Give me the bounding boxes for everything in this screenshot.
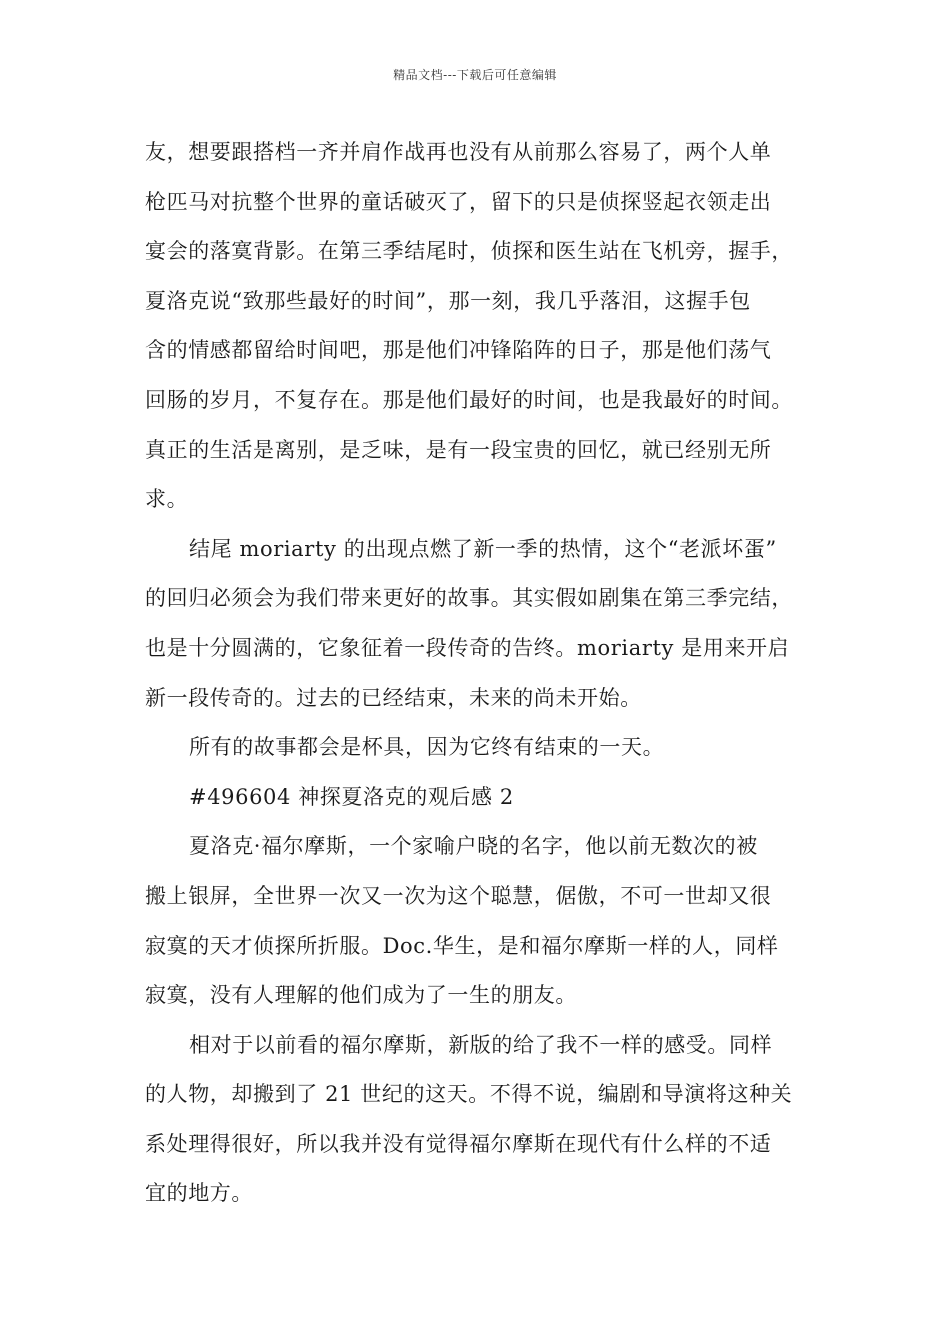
text-line: 友，想要跟搭档一齐并肩作战再也没有从前那么容易了，两个人单 bbox=[145, 140, 772, 164]
text-line: 所有的故事都会是杯具，因为它终有结束的一天。 bbox=[189, 735, 665, 760]
text-line: 夏洛克说“致那些最好的时间”，那一刻，我几乎落泪，这握手包 bbox=[145, 288, 751, 313]
text-line: 含的情感都留给时间吧，那是他们冲锋陷阵的日子，那是他们荡气 bbox=[145, 338, 772, 363]
text-line: 宴会的落寞背影。在第三季结尾时，侦探和医生站在飞机旁，握手， bbox=[145, 239, 793, 264]
text-line: 相对于以前看的福尔摩斯，新版的给了我不一样的感受。同样 bbox=[189, 1032, 773, 1057]
text-line: 宜的地方。 bbox=[145, 1181, 253, 1206]
text-line: 真正的生活是离别，是乏味，是有一段宝贵的回忆，就已经别无所 bbox=[145, 437, 772, 462]
text-line: 寂寞的天才侦探所折服。Doc.华生，是和福尔摩斯一样的人，同样 bbox=[145, 933, 779, 958]
text-line: 结尾 moriarty 的出现点燃了新一季的热情，这个“老派坏蛋” bbox=[189, 536, 777, 561]
text-line: 寂寞，没有人理解的他们成为了一生的朋友。 bbox=[145, 983, 577, 1008]
text-line: 求。 bbox=[145, 487, 189, 512]
text-line: 搬上银屏，全世界一次又一次为这个聪慧，倨傲，不可一世却又很 bbox=[145, 883, 772, 908]
text-line: 新一段传奇的。过去的已经结束，未来的尚未开始。 bbox=[145, 685, 642, 710]
text-line: 的人物，却搬到了 21 世纪的这天。不得不说，编剧和导演将这种关 bbox=[145, 1082, 793, 1107]
text-line: #496604 神探夏洛克的观后感 2 bbox=[189, 784, 514, 809]
text-line: 也是十分圆满的，它象征着一段传奇的告终。moriarty 是用来开启 bbox=[145, 635, 790, 660]
text-line: 枪匹马对抗整个世界的童话破灭了，留下的只是侦探竖起衣领走出 bbox=[145, 189, 772, 214]
text-line: 夏洛克·福尔摩斯，一个家喻户晓的名字，他以前无数次的被 bbox=[189, 834, 758, 859]
page-header: 精品文档---下载后可任意编辑 bbox=[393, 68, 557, 82]
text-line: 回肠的岁月，不复存在。那是他们最好的时间，也是我最好的时间。 bbox=[145, 387, 793, 412]
document-body bbox=[145, 128, 810, 1219]
text-line: 的回归必须会为我们带来更好的故事。其实假如剧集在第三季完结， bbox=[145, 586, 793, 611]
text-line: 系处理得很好，所以我并没有觉得福尔摩斯在现代有什么样的不适 bbox=[145, 1131, 772, 1156]
